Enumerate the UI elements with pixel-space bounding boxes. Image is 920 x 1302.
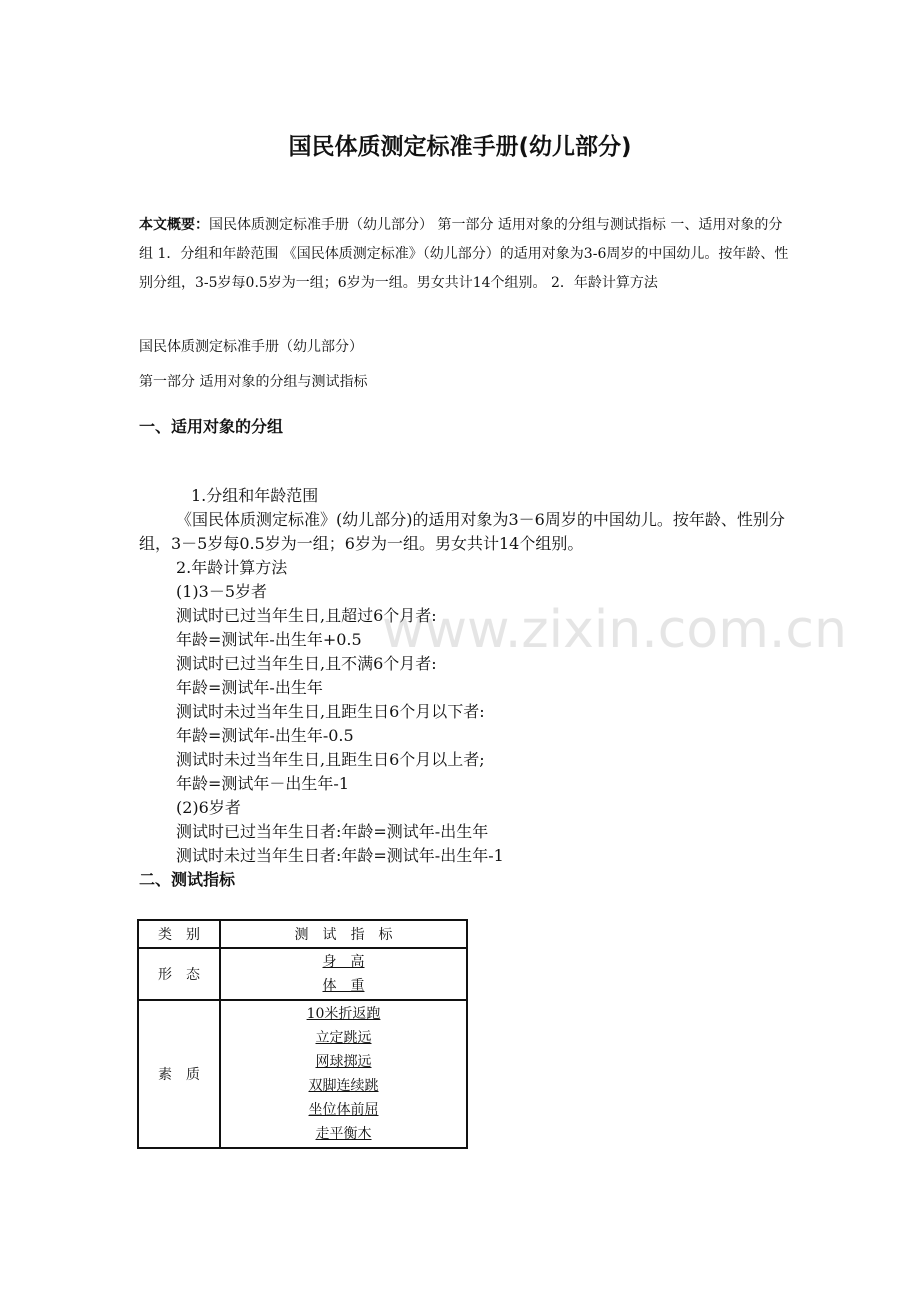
summary-label: 本文概要： — [139, 217, 209, 233]
doc-subtitle: 国民体质测定标准手册（幼儿部分） — [139, 339, 363, 355]
rule-line: 测试时未过当年生日,且距生日6个月以下者: — [176, 702, 485, 721]
indicator-item: 坐位体前屈 — [308, 1102, 379, 1118]
rule-line: 测试时未过当年生日者:年龄=测试年-出生年-1 — [176, 846, 504, 865]
category-cell: 素 质 — [138, 1000, 220, 1148]
table-row — [138, 1000, 467, 1148]
rule-line: 年龄=测试年-出生年+0.5 — [176, 630, 362, 649]
rule-line: 测试时已过当年生日,且超过6个月者: — [176, 606, 437, 625]
body-text — [139, 484, 789, 892]
table-header-row — [138, 920, 467, 948]
indicator-table — [137, 919, 468, 1149]
indicator-item: 10米折返跑 — [306, 1006, 381, 1022]
table-row — [138, 948, 467, 1000]
indicator-cell — [220, 1000, 467, 1148]
page-title: 国民体质测定标准手册(幼儿部分) — [288, 134, 632, 160]
rule-line: 测试时未过当年生日,且距生日6个月以上者; — [176, 750, 485, 769]
header-category: 类 别 — [138, 920, 220, 948]
indicator-item: 体 重 — [322, 978, 365, 994]
header-indicator: 测 试 指 标 — [220, 920, 467, 948]
rule-line: (1)3－5岁者 — [176, 582, 268, 601]
indicator-item: 走平衡木 — [315, 1126, 372, 1142]
section-heading-grouping: 一、适用对象的分组 — [139, 417, 284, 436]
indicator-cell — [220, 948, 467, 1000]
rule-line: (2)6岁者 — [176, 798, 241, 817]
indicator-item: 双脚连续跳 — [308, 1078, 379, 1094]
watermark: www.zixin.com.cn — [382, 600, 847, 660]
rule-line: 年龄=测试年-出生年 — [176, 678, 323, 697]
subheading-grouping: 1.分组和年龄范围 — [191, 486, 319, 505]
subheading-age-calc: 2.年龄计算方法 — [176, 558, 288, 577]
rule-line: 年龄=测试年－出生年-1 — [176, 774, 349, 793]
indicator-item: 网球掷远 — [315, 1054, 372, 1070]
section-heading-indicators: 二、测试指标 — [139, 870, 236, 889]
rule-line: 年龄=测试年-出生年-0.5 — [176, 726, 354, 745]
paragraph-scope: 《国民体质测定标准》(幼儿部分)的适用对象为3－6周岁的中国幼儿。按年龄、性别分组，3－5岁每0.5岁为一组；6岁为一组。男女共计14个组别。 — [139, 510, 785, 553]
rule-line: 测试时已过当年生日,且不满6个月者: — [176, 654, 437, 673]
indicator-item: 身 高 — [322, 954, 365, 970]
summary-paragraph — [139, 211, 789, 298]
indicator-item: 立定跳远 — [315, 1030, 372, 1046]
summary-text: 国民体质测定标准手册（幼儿部分） 第一部分 适用对象的分组与测试指标 一、适用对象的分组 1．分组和年龄范围 《国民体质测定标准》（幼儿部分）的适用对象为3-6周岁的中国幼儿。按年龄、性别分组，3-5岁每0.5岁为一组；6岁为一组。男女共计14个组别。 2．年龄计算方法 — [139, 217, 789, 291]
category-cell: 形 态 — [138, 948, 220, 1000]
rule-line: 测试时已过当年生日者:年龄=测试年-出生年 — [176, 822, 489, 841]
part-heading: 第一部分 适用对象的分组与测试指标 — [139, 374, 368, 390]
